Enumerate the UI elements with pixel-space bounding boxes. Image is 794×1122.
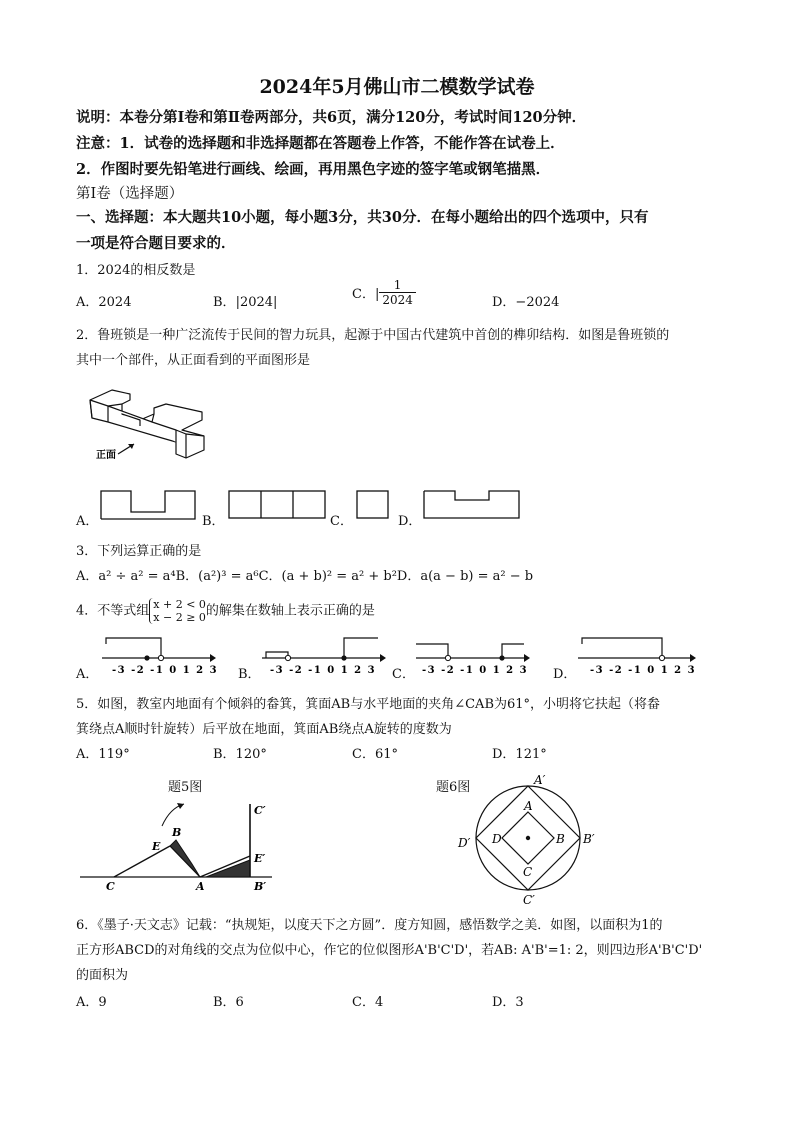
- q5-stem-line1: 5．如图，教室内地面有个倾斜的畚箕，箕面AB与水平地面的夹角∠CAB为61°，小明将它扶起（将畚: [76, 697, 661, 712]
- q1-fraction: $\frac{1}{2024}$: [379, 278, 416, 307]
- front-view-label: 正面: [96, 450, 116, 461]
- q4-inequality-2: x − 2 ≥ 0: [153, 611, 206, 624]
- q4-option-b: B．: [238, 667, 261, 682]
- svg-text:-3 -2 -1 0 1 2 3: -3 -2 -1 0 1 2 3: [270, 665, 377, 676]
- q2-option-a: A．: [76, 514, 99, 529]
- q6-stem-line2: 正方形ABCD的对角线的交点为位似中心，作它的位似图形A'B'C'D'，若AB: A'B'=1: 2，则四边形A'B'C'D': [76, 943, 703, 958]
- svg-text:C′: C′: [523, 893, 535, 907]
- q3-stem: 3．下列运算正确的是: [76, 544, 202, 559]
- q4-option-d: D．: [553, 667, 577, 682]
- q2-option-b: B．: [202, 514, 225, 529]
- q1-stem: 1．2024的相反数是: [76, 263, 196, 278]
- svg-text:B: B: [172, 826, 182, 839]
- volume-heading: 第Ⅰ卷（选择题）: [76, 186, 184, 202]
- figure5: [76, 798, 276, 898]
- q4-stem: 4．不等式组 x + 2 < 0 x − 2 ≥ 0 的解集在数轴上表示正确的是: [76, 598, 375, 624]
- q2-stem-line1: 2．鲁班锁是一种广泛流传于民间的智力玩具，起源于中国古代建筑中首创的榫卯结构．如图是鲁班锁的: [76, 328, 670, 343]
- q4-number-line-b: [258, 632, 388, 678]
- section-heading-line1: 一、选择题：本大题共10小题，每小题3分，共30分．在每小题给出的四个选项中，只有: [76, 209, 649, 226]
- q1-option-b: B．|2024|: [213, 295, 278, 310]
- q2-option-b-figure: [228, 490, 326, 520]
- q4-option-a: A．: [76, 667, 99, 682]
- q2-option-d-figure: [423, 490, 521, 520]
- q1-option-c: C．| $\frac{1}{2024}$: [352, 278, 416, 307]
- q4-inequality-1: x + 2 < 0: [153, 598, 206, 611]
- q4-number-line-a: [98, 632, 218, 678]
- q5-stem-line2: 箕绕点A顺时针旋转）后平放在地面，箕面AB绕点A旋转的度数为: [76, 722, 452, 737]
- page-title: 2024年5月佛山市二模数学试卷: [259, 76, 535, 98]
- svg-text:C: C: [523, 865, 533, 879]
- svg-text:A′: A′: [534, 773, 546, 787]
- q6-option-b: B．6: [213, 995, 244, 1010]
- q2-option-d: D．: [398, 514, 422, 529]
- q2-stem-line2: 其中一个部件，从正面看到的平面图形是: [76, 353, 311, 368]
- svg-text:C′: C′: [254, 804, 266, 817]
- section-heading-line2: 一项是符合题目要求的．: [76, 235, 236, 252]
- svg-text:C: C: [106, 880, 115, 893]
- exam-attention-2: 2．作图时要先铅笔进行画线、绘画，再用黑色字迹的签字笔或钢笔描黑．: [76, 161, 551, 178]
- q5-option-c: C．61°: [352, 747, 398, 762]
- exam-attention-1: 注意：1．试卷的选择题和非选择题都在答题卷上作答，不能作答在试卷上．: [76, 135, 565, 152]
- svg-text:E′: E′: [254, 852, 266, 865]
- figure6: [452, 768, 612, 908]
- q6-option-a: A．9: [76, 995, 107, 1010]
- figure5-caption: 题5图: [168, 780, 203, 795]
- svg-text:B: B: [556, 832, 565, 846]
- svg-text:D: D: [492, 832, 502, 846]
- figure6-caption: 题6图: [436, 780, 471, 795]
- q2-option-c-figure: [356, 490, 390, 520]
- svg-text:-3 -2 -1 0 1 2 3: -3 -2 -1 0 1 2 3: [590, 665, 697, 676]
- q6-option-d: D．3: [492, 995, 524, 1010]
- q3-options: A．a² ÷ a² = a⁴B．(a²)³ = a⁶C．(a + b)² = a² + b²D．a(a − b) = a² − b: [76, 569, 534, 584]
- q4-number-line-d: [574, 632, 700, 678]
- luban-lock-figure: [82, 378, 222, 466]
- q4-number-line-c: [412, 632, 532, 678]
- exam-explanation: 说明：本卷分第Ⅰ卷和第Ⅱ卷两部分，共6页，满分120分，考试时间120分钟．: [76, 109, 587, 126]
- q1-option-d: D．−2024: [492, 295, 560, 310]
- svg-text:B′: B′: [583, 832, 595, 846]
- svg-text:-3 -2 -1 0 1 2 3: -3 -2 -1 0 1 2 3: [112, 665, 218, 676]
- q2-option-a-figure: [100, 490, 197, 520]
- svg-text:D′: D′: [458, 836, 471, 850]
- svg-text:A: A: [196, 880, 205, 893]
- q5-option-a: A．119°: [76, 747, 130, 762]
- q4-option-c: C．: [392, 667, 415, 682]
- q6-option-c: C．4: [352, 995, 384, 1010]
- q6-stem-line1: 6．《墨子·天文志》记载：“执规矩，以度天下之方圆”．度方知圆，感悟数学之美．如图，以面积为1的: [76, 918, 663, 933]
- q5-option-b: B．120°: [213, 747, 267, 762]
- svg-text:A: A: [524, 799, 533, 813]
- svg-text:E: E: [152, 840, 161, 853]
- svg-text:B′: B′: [254, 880, 267, 893]
- svg-text:-3 -2 -1 0 1 2 3: -3 -2 -1 0 1 2 3: [422, 665, 529, 676]
- q2-option-c: C．: [330, 514, 353, 529]
- q6-stem-line3: 的面积为: [76, 968, 129, 983]
- q5-option-d: D．121°: [492, 747, 547, 762]
- q1-option-a: A．2024: [76, 295, 132, 310]
